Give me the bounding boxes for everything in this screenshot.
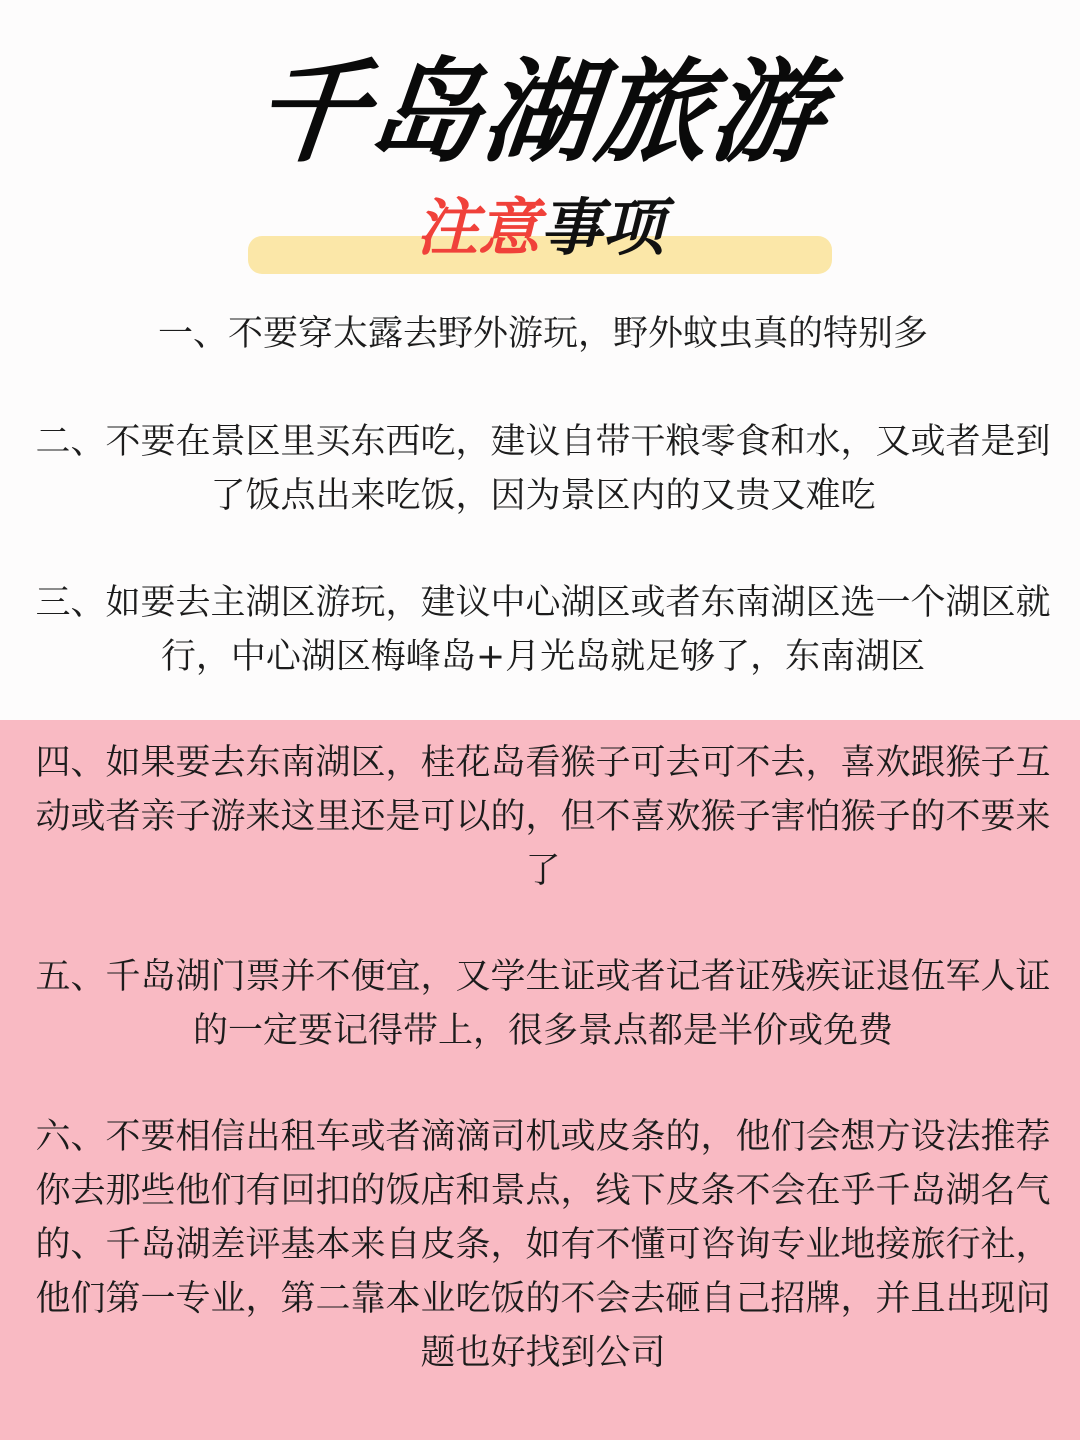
note-item-5: 五、千岛湖门票并不便宜，又学生证或者记者证残疾证退伍军人证的一定要记得带上，很多景点都是半价或免费 [35,957,1051,1051]
subtitle-red-text: 注意 [415,191,540,264]
subtitle-black-text: 事项 [540,191,665,264]
subtitle [248,190,832,266]
note-item-4: 四、如果要去东南湖区，桂花岛看猴子可去可不去，喜欢跟猴子互动或者亲子游来这里还是可以的，但不喜欢猴子害怕猴子的不要来了 [35,743,1051,891]
note-item-1: 一、不要穿太露去野外游玩，野外蚊虫真的特别多 [157,314,928,354]
note-item-6: 六、不要相信出租车或者滴滴司机或皮条的，他们会想方设法推荐你去那些他们有回扣的饭店和景点，线下皮条不会在乎千岛湖名气的、千岛湖差评基本来自皮条，如有不懂可咨询专业地接旅行社，他们第一专业，第二靠本业吃饭的不会去砸自己招牌，并且出现问题也好找到公司 [35,1117,1051,1373]
subtitle-block [248,190,832,280]
note-item-2: 二、不要在景区里买东西吃，建议自带干粮零食和水，又或者是到了饭点出来吃饭，因为景区内的又贵又难吃 [35,422,1051,516]
page-title: 千岛湖旅游 [248,48,832,178]
note-item-3: 三、如要去主湖区游玩，建议中心湖区或者东南湖区选一个湖区就行，中心湖区梅峰岛+月光岛就足够了，东南湖区 [35,583,1051,677]
